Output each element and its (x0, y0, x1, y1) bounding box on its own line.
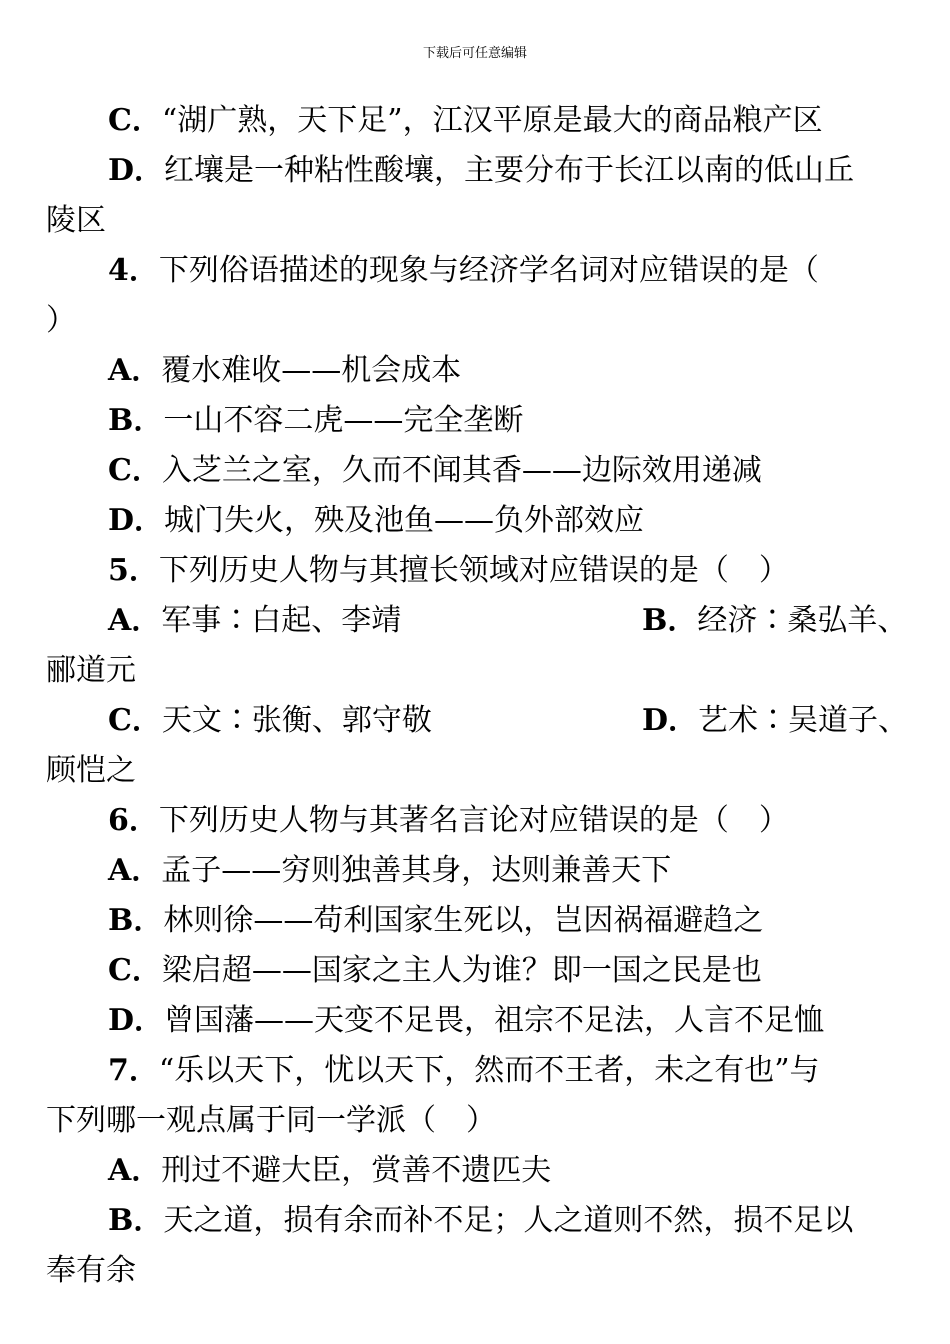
option-text: 奉有余 (46, 1253, 136, 1288)
option-text: 梁启超——国家之主人为谁？即一国之民是也 (161, 953, 762, 988)
option-text: 曾国藩——天变不足畏，祖宗不足法，人言不足恤 (164, 1003, 825, 1038)
option-7b-continued (46, 1246, 906, 1296)
option-label: A． (108, 853, 162, 888)
question-5 (46, 546, 906, 596)
option-text: 城门失火，殃及池鱼——负外部效应 (164, 503, 645, 538)
option-text: 一山不容二虎——完全垄断 (163, 403, 524, 438)
question-number: 6． (108, 803, 159, 838)
option-label: A． (108, 353, 162, 388)
option-label: D． (108, 153, 165, 188)
option-label: D． (108, 503, 165, 538)
option-label: C． (108, 953, 162, 988)
question-7-continued (46, 1096, 906, 1146)
option-text: 林则徐——苟利国家生死以，岂因祸福避趋之 (163, 903, 764, 938)
option-label: C． (108, 453, 162, 488)
option-label: C． (108, 103, 162, 138)
option-text: 刑过不避大臣，赏善不遗匹夫 (161, 1153, 552, 1188)
page-header: 下载后可任意编辑 (422, 46, 527, 61)
question-4-continued (46, 296, 906, 346)
option-text: 经济∶桑弘羊、 (697, 603, 908, 638)
option-label: B． (108, 1203, 164, 1238)
option-6d (46, 996, 906, 1046)
option-label: D． (108, 1003, 165, 1038)
option-5d-continued (46, 746, 906, 796)
option-5b-continued (46, 646, 906, 696)
option-3d (46, 146, 906, 196)
option-5b (642, 596, 907, 646)
option-7a (46, 1146, 906, 1196)
option-label: B． (108, 903, 164, 938)
option-7b (46, 1196, 906, 1246)
option-text: 天之道，损有余而补不足；人之道则不然，损不足以 (163, 1203, 854, 1238)
options-5ab (46, 596, 906, 646)
option-4c (46, 446, 906, 496)
option-text: 郦道元 (46, 653, 136, 688)
option-label: D． (642, 703, 699, 738)
option-4b (46, 396, 906, 446)
option-text: 艺术∶吴道子、 (698, 703, 909, 738)
option-4d (46, 496, 906, 546)
question-6 (46, 796, 906, 846)
option-text: 覆水难收——机会成本 (161, 353, 462, 388)
question-number: 7． (108, 1053, 159, 1088)
document-body (46, 96, 909, 1296)
option-3d-continued (46, 196, 906, 246)
option-text: 陵区 (46, 203, 106, 238)
option-4a (46, 346, 906, 396)
option-label: B． (108, 403, 164, 438)
option-6b (46, 896, 906, 946)
question-text: “乐以天下，忧以天下，然而不王者，未之有也”与 (158, 1053, 820, 1088)
question-number: 4． (108, 253, 159, 288)
option-6c (46, 946, 906, 996)
question-text: 下列历史人物与其著名言论对应错误的是（ ） (158, 803, 789, 838)
option-5d (642, 696, 908, 746)
option-text: 孟子——穷则独善其身，达则兼善天下 (161, 853, 672, 888)
question-text: ） (46, 303, 76, 338)
option-text: 天文∶张衡、郭守敬 (161, 703, 432, 738)
question-text: 下列历史人物与其擅长领域对应错误的是（ ） (158, 553, 789, 588)
option-text: “湖广熟，天下足”，江汉平原是最大的商品粮产区 (161, 103, 823, 138)
question-text: 下列哪一观点属于同一学派（ ） (46, 1103, 496, 1138)
option-label: B． (642, 603, 698, 638)
option-3c (46, 96, 906, 146)
question-7 (46, 1046, 906, 1096)
options-5cd (46, 696, 909, 746)
option-label: A． (108, 1153, 162, 1188)
question-text: 下列俗语描述的现象与经济学名词对应错误的是（ (158, 253, 819, 288)
option-text: 顾恺之 (46, 753, 136, 788)
option-text: 军事∶白起、李靖 (161, 603, 402, 638)
option-label: C． (108, 703, 162, 738)
question-number: 5． (108, 553, 159, 588)
question-4 (46, 246, 906, 296)
option-text: 入芝兰之室，久而不闻其香——边际效用递减 (161, 453, 762, 488)
option-label: A． (108, 603, 162, 638)
option-6a (46, 846, 906, 896)
option-text: 红壤是一种粘性酸壤，主要分布于长江以南的低山丘 (164, 153, 855, 188)
